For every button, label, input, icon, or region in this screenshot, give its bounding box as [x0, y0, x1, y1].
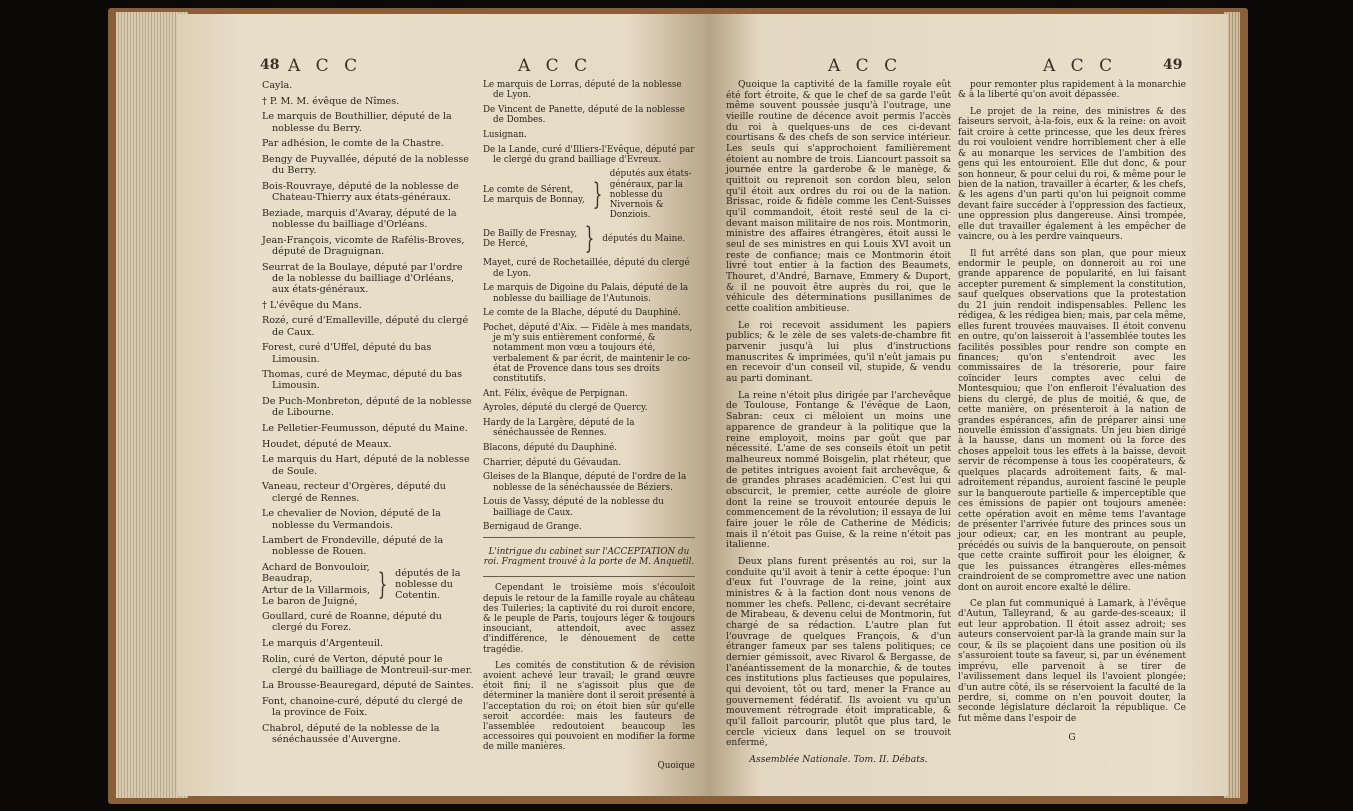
- right-column-1: [726, 80, 951, 775]
- body-paragraph: Ce plan fut communiqué à Lamark, à l'évêque d'Autun, Talleyrand, & au garde-des-sceaux; il eut leur approbation. Il étoit assez adroit; ses auteurs conservoient par-là la grande main sur la cour, & ils se plaçoient dans une position où ils s'assuroient toute sa faveur, si, par un événement imprévu, elle parvenoit à se tirer de l'avilissement dans lequel ils l'avoient plongée; d'un autre côté, ils se réservoient la faculté de la perdre, si, comme on n'en pouvoit douter, la seconde législature déclaroit la république. Ce fut même dans l'espoir de: [958, 599, 1186, 724]
- signature-mark: G: [1068, 733, 1076, 744]
- signatory-entry: Thomas, curé de Meymac, député du bas Limousin.: [262, 369, 463, 392]
- body-paragraph: Quoique la captivité de la famille royale eût été fort étroite, & que le chef de sa garde l'eût même souvent poussée jusqu'à l'outrage, une vieille routine de décence avoit permis l'accès du roi à quelques-uns de ces ci-devant courtisans & des chefs de son service intérieur. Les seuls qui s'approchoient familièrement étoient au nombre de trois. Liancourt passoit sa journée entre la garderobe & le manège, & quittoit ou reprenoit son cordon bleu, selon qu'il étoit aux ordres du roi ou de la nation. Brissac, roide & fidèle comme les Cent-Suisses qu'il commandoit, étoit resté seul de la ci-devant maison militaire de nos rois. Montmorin, ministre des affaires étrangères, étoit aussi le seul de ses ministres en qui Louis XVI avoit un reste de confiance; mais ce Montmorin étoit livré tout entier à la faction des Beaumets, Thouret, d'André, Barnave, Emmery & Duport, & il ne pouvoit être auprès du roi, que le véhicule des déterminations pusillanimes de cette coalition ambitieuse.: [726, 79, 951, 315]
- signatory-entry: Mayet, curé de Rochetaillée, député du clergé de Lyon.: [483, 258, 690, 279]
- left-page: [178, 14, 708, 796]
- brace-names: [483, 185, 585, 205]
- section-rule: [483, 537, 695, 538]
- signatory-entry: Pochet, député d'Aix. — Fidèle à mes mandats, je m'y suis entièrement conformé, & notamment mon vœu a toujours été, verbalement & par écrit, de maintenir le co-état de Provence dans tous ses droits constitutifs.: [483, 322, 693, 384]
- page-footer: Assemblée Nationale. Tom. II. Débats.: [749, 753, 928, 765]
- brace-name: De Hercé,: [483, 239, 529, 250]
- body-paragraph: Deux plans furent présentés au roi, sur la conduite qu'il avoit à tenir à cette époque: l'un d'eux fut l'ouvrage de la reine, joint aux ministres & à la faction dont nous venons de nommer les chefs. Pellenc, ci-devant secrétaire de Mirabeau, & devenu celui de Montmorin, fut chargé de sa rédaction. L'autre plan fut l'ouvrage de quelques François, & d'un étranger fameux par ses talens politiques; ce dernier gémissoit, avec Rivarol & Bergasse, de l'anéantissement de la monarchie, & de toutes ces institutions plus factieuses que populaires, qui devoient, tôt ou tard, mener la France au gouvernement fédératif. Ils avoient vu qu'un mouvement rétrograde étoit impraticable, & qu'il falloit parcourir, plutôt que plus tard, le cercle vicieux dans lequel on se trouvoit enfermé,: [726, 555, 951, 749]
- signatory-entry: Blacons, député du Dauphiné.: [483, 442, 618, 453]
- signatory-entry: Le marquis de Bouthillier, député de la noblesse du Berry.: [262, 111, 452, 134]
- signatory-entry: Seurrat de la Boulaye, député par l'ordre de la noblesse du bailliage d'Orléans, aux états-généraux.: [262, 261, 463, 296]
- brace-group: [483, 169, 695, 220]
- signatory-entry: Ayroles, député du clergé de Quercy.: [483, 403, 648, 414]
- brace-symbol: }: [592, 176, 602, 212]
- right-running-head-2: A C C: [1043, 56, 1118, 76]
- signatory-entry: Font, chanoine-curé, député du clergé de la province de Foix.: [262, 696, 463, 719]
- brace-group: [262, 562, 474, 607]
- left-column-1: [262, 80, 474, 750]
- body-paragraph: La reine n'étoit plus dirigée par l'archevêque de Toulouse, Fontange & l'évêque de Laon, Sabran: ceux ci mêloient un moins une apparence de grandeur à la politique que la reine employoit, moins par goût que par nécessité. L'ame de ses conseils étoit un petit malheureux nommé Boisgelin, plat rhéteur, que de petites intrigues avoient fait archevêque, & de grandes phrases académicien. C'est lui qui obscurcit, le premier, cette auréole de gloire dont la reine se trouvoit entourée depuis le commencement de la révolution; il essaya de lui faire jouer le rôle de Catherine de Médicis; mais il n'étoit pas Guise, & la reine n'étoit pas italienne.: [726, 389, 951, 551]
- signatory-entry: Louis de Vassy, député de la noblesse du bailliage de Caux.: [483, 497, 664, 518]
- signatory-entry: Le Pelletier-Feumusson, député du Maine.: [262, 423, 468, 435]
- signatory-entry: Par adhésion, le comte de la Chastre.: [262, 138, 444, 150]
- body-paragraph: Le projet de la reine, des ministres & des faiseurs servoit, à-la-fois, eux & la reine: on avoit fait croire à cette princesse, que les deux frères du roi vouloient vendre horriblement cher à elle & au monarque les services de l'ambition des gens qui les entouroient. Elle dut donc, & pour son honneur, & pour celui du roi, & même pour le bien de la nation, travailler à écarter, & les chefs, & les agens d'un parti qu'on lui peignoit comme devant faire succéder à l'oppression des factieux, une oppression plus dangereuse. Ainsi trompée, elle dut travailler également à les empêcher de vaincre, ou à les perdre vainqueurs.: [958, 106, 1186, 243]
- signatory-entry: Beziade, marquis d'Avaray, député de la noblesse du bailliage d'Orléans.: [262, 207, 457, 231]
- signatory-entry: Gleises de la Blanque, député de l'ordre de la noblesse de la sénéchaussée de Béziers.: [483, 472, 687, 493]
- brace-names: [262, 562, 370, 607]
- brace-text: députés aux états-généraux, par la noblesse du Nivernois & Donziois.: [609, 169, 692, 221]
- body-paragraph: Il fut arrêté dans son plan, que pour mieux endormir le peuple, on donneroit au roi une grande apparence de popularité, en lui faisant accepter purement & simplement la constitution, sauf quelques observations que la protestation du 21 juin rendoit indispensables. Pellenc les rédigea, & les rédigea bien; mais, par cela même, elles furent trouvées mauvaises. Il étoit convenu en outre, qu'on laisseroit à l'assemblée toutes les facilités possibles pour rendre son compte en finances; qu'on s'entendroit avec les commissaires de la trésorerie, pour faire coïncider leurs comptes avec celui de Montesquiou; que l'on enfleroit l'évaluation des biens du clergé, de plus de moitié, & que, de cette manière, on présenteroit à la nation de grandes espérances, afin de préparer ainsi une nouvelle émission d'assignats. Un jeu bien dirigé à la hausse, dans un moment où la force des choses appeloit tous les effets à la baisse, devoit servir de récompense à tous les coopérateurs, & quelques placards adroitement faits, & mal-adroitement répandus, auroient fasciné le peuple sur la banqueroute partielle & imperceptible que ces émissions de papier ont toujours amenée: cette opération avoit en même tems l'avantage de présenter l'arrivée future des princes sous un jour odieux; car, en les montrant au peuple, précédés ou suivis de la banqueroute, on pensoit que cette crainte suffiroit pour les éloigner, & que les puissances étrangères elles-mêmes craindroient de se compromettre avec une nation dont on auroit encore exalté le délire.: [958, 248, 1186, 593]
- signatory-entry: De Puch-Monbreton, député de la noblesse de Libourne.: [262, 396, 472, 419]
- left-running-head-2: A C C: [518, 56, 593, 76]
- signatory-entry: De la Lande, curé d'Illiers-l'Evêque, député par le clergé du grand bailliage d'Evreux.: [483, 144, 695, 165]
- brace-names: [483, 229, 577, 249]
- right-running-head-1: A C C: [828, 56, 903, 76]
- signatory-entry: † P. M. M. évêque de Nîmes.: [262, 95, 400, 107]
- signatory-entry: Rozé, curé d'Emalleville, député du clergé de Caux.: [262, 315, 469, 338]
- signatory-entry: Lambert de Frondeville, député de la noblesse de Rouen.: [262, 535, 444, 558]
- right-page-number: 49: [1163, 57, 1183, 73]
- section-title: L'intrigue du cabinet sur l'ACCEPTATION du roi. Fragment trouvé à la porte de M. Anquetil.: [483, 547, 695, 568]
- signatory-entry: Rolin, curé de Verton, député pour le clergé du bailliage de Montreuil-sur-mer.: [262, 653, 473, 676]
- brace-text: députés du Maine.: [602, 234, 686, 245]
- brace-group: [483, 221, 695, 257]
- left-page-number: 48: [260, 57, 280, 73]
- left-column-2: [483, 80, 695, 780]
- signatory-entry: Le marquis d'Argenteuil.: [262, 637, 384, 649]
- brace-name: Achard de Bonvouloir,: [262, 562, 370, 574]
- body-paragraph: Cependant le troisième mois s'écouloit depuis le retour de la famille royale au château des Tuileries; la captivité du roi duroit encore, & le peuple de Paris, toujours léger & toujours insouciant, attendoit, avec assez d'indifférence, le dénouement de cette tragédie.: [483, 583, 695, 655]
- signatory-entry: Le marquis de Lorras, député de la noblesse de Lyon.: [483, 80, 682, 101]
- brace-name: Beaudrap,: [262, 573, 313, 585]
- right-column-2: [958, 80, 1186, 753]
- brace-name: Le marquis de Bonnay,: [483, 194, 585, 205]
- signatory-entry: Goullard, curé de Roanne, député du clergé du Forez.: [262, 610, 442, 634]
- left-running-head-1: A C C: [288, 56, 363, 76]
- signatory-entry: Bernigaud de Grange.: [483, 522, 582, 533]
- body-paragraph: pour remonter plus rapidement à la monarchie & à la liberté qu'on avoit dépassée.: [958, 80, 1186, 101]
- signatory-entry: Jean-François, vicomte de Rafélis-Broves, député de Draguignan.: [262, 234, 465, 257]
- brace-name: Le baron de Juigné,: [262, 595, 358, 607]
- signatory-entry: Lusignan.: [483, 129, 527, 140]
- signatory-entry: Le chevalier de Novion, député de la noblesse du Vermandois.: [262, 508, 441, 531]
- signatory-entry: Le marquis de Digoine du Palais, député de la noblesse du bailliage de l'Autunois.: [483, 283, 689, 304]
- signatory-entry: Vaneau, recteur d'Orgères, député du clergé de Rennes.: [262, 481, 446, 504]
- signatory-entry: Houdet, député de Meaux.: [262, 438, 392, 450]
- brace-name: De Bailly de Fresnay,: [483, 229, 578, 240]
- signatory-entry: Forest, curé d'Uffel, député du bas Limousin.: [262, 342, 432, 365]
- signatory-entry: La Brousse-Beauregard, député de Saintes.: [262, 680, 474, 692]
- signatory-entry: Chabrol, député de la noblesse de la sénéchaussée d'Auvergne.: [262, 723, 440, 746]
- open-book: [108, 8, 1248, 804]
- brace-name: Artur de la Villarmois,: [262, 584, 371, 596]
- signatory-entry: Bois-Rouvraye, député de la noblesse de Chateau-Thierry aux états-généraux.: [262, 180, 459, 204]
- signatory-entry: Charrier, député du Gévaudan.: [483, 457, 622, 468]
- brace-text: députés de la noblesse du Cotentin.: [395, 567, 461, 602]
- body-paragraph: Les comités de constitution & de révision avoient achevé leur travail; le grand œuvre étoit fini; il ne s'agissoit plus que de déterminer la manière dont il seroit présenté à l'acceptation du roi; on étoit bien sûr qu'elle seroit accordée: mais les fauteurs de l'assemblée redoutoient beaucoup les accessoires qui pouvoient en modifier la forme de mille manières.: [483, 660, 695, 753]
- brace-name: Le comte de Sérent,: [483, 184, 574, 195]
- catchword: Quoique: [657, 761, 695, 772]
- section-rule: [483, 576, 695, 577]
- signatory-entry: † L'évêque du Mans.: [262, 299, 362, 311]
- brace-symbol: }: [584, 221, 595, 257]
- signatory-entry: Ant. Félix, évêque de Perpignan.: [483, 388, 628, 399]
- signatory-entry: Le marquis du Hart, député de la noblesse de Soule.: [262, 454, 470, 477]
- right-page: [708, 14, 1228, 796]
- signatory-entry: Bengy de Puyvallée, député de la noblesse du Berry.: [262, 154, 469, 177]
- signatory-entry: De Vincent de Panette, député de la noblesse de Dombes.: [483, 104, 686, 126]
- body-paragraph: Le roi recevoit assidument les papiers publics; & le zèle de ses valets-de-chambre fit parvenir jusqu'à lui plus d'instructions manuscrites & imprimées, qu'il n'eût jamais pu en recevoir d'un conseil vil, stupide, & vendu au parti dominant.: [726, 319, 951, 385]
- signatory-entry: Hardy de la Largère, député de la sénéchaussée de Rennes.: [483, 418, 635, 439]
- signatory-entry: Le comte de la Blache, député du Dauphiné.: [483, 308, 681, 319]
- brace-symbol: }: [377, 566, 388, 602]
- signatory-entry: Cayla.: [262, 80, 293, 91]
